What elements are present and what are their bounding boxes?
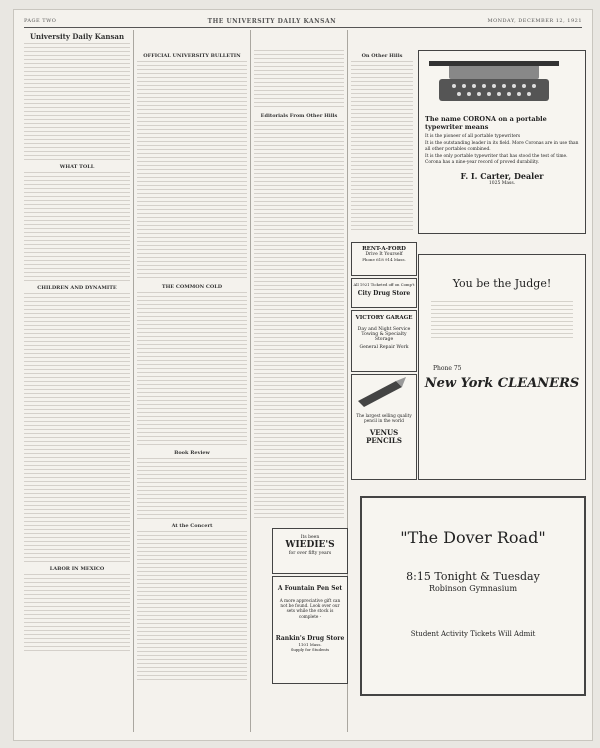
article-col3-top <box>254 50 344 110</box>
ad-victory-garage <box>351 310 417 372</box>
article-children-dynamite <box>24 293 130 563</box>
column-2 <box>137 50 247 732</box>
dover-place: Robinson Gymnasium <box>428 584 518 593</box>
cleaners-headline: You be the Judge! <box>452 277 552 290</box>
column-rule-2 <box>250 30 251 732</box>
article-concert <box>137 531 247 681</box>
headline-editorials: Editorials From Other Hills <box>260 113 338 119</box>
corona-intro: The name CORONA on a portable typewriter means <box>425 115 547 131</box>
venus-tagline: The largest selling quality pencil in the world <box>356 413 412 423</box>
article-what-toll <box>24 172 130 282</box>
venus-brand: VENUS PENCILS <box>366 428 402 445</box>
headline-official-bulletin: OFFICIAL UNIVERSITY BULLETIN <box>143 53 241 59</box>
headline-what-toll: WHAT TOLL <box>59 164 95 170</box>
column-1 <box>24 30 130 732</box>
corona-point-1: It is the pioneer of all portable typewriters <box>425 134 521 139</box>
dover-note: Student Activity Tickets Will Admit <box>410 630 536 638</box>
article-editorials <box>254 121 344 521</box>
ad-new-york-cleaners <box>418 254 586 480</box>
drug-small: All 1921 Ticketed off on Comp't <box>353 282 415 287</box>
wiedie-line-2: for over fifty years <box>288 551 332 556</box>
cleaners-phone: Phone 75 <box>433 365 462 372</box>
corona-point-2: It is the outstanding leader in its field. More Coronas are in use than all other portables combined. <box>425 141 579 152</box>
ad-venus-pencils <box>351 374 417 480</box>
cleaners-body-text <box>431 301 573 341</box>
wiedie-name: WIEDIE'S <box>285 540 335 550</box>
dover-time: 8:15 Tonight & Tuesday <box>406 570 540 583</box>
headline-book-review: Book Review <box>174 450 210 456</box>
pen-body: A more appreciative gift can not be found. Look over our sets while the stock is complete - <box>279 598 341 619</box>
pen-tag: Supply for Students <box>290 646 330 652</box>
page-date: MONDAY, DECEMBER 12, 1921 <box>487 18 582 24</box>
headline-common-cold: THE COMMON COLD <box>161 284 223 290</box>
article-book-review <box>137 458 247 520</box>
victory-title: VICTORY GARAGE <box>355 315 413 321</box>
page-header <box>24 16 582 26</box>
headline-other-hills: On Other Hills <box>361 53 403 59</box>
cleaners-brand: New York CLEANERS <box>424 376 580 391</box>
drug-title: City Drug Store <box>357 290 411 297</box>
ad-fountain-pen <box>272 576 348 684</box>
headline-at-concert: At the Concert <box>171 523 213 529</box>
article-common-cold <box>137 292 247 447</box>
article-other-hills <box>351 61 413 231</box>
rent-line: Drive It Yourself <box>365 252 403 257</box>
pen-store: Rankin's Drug Store <box>275 634 345 642</box>
rent-phone: Phone 618 914 Mass. <box>362 257 406 262</box>
masthead-staff-list <box>24 43 130 161</box>
column-rule-1 <box>133 30 134 732</box>
corona-address: 1025 Mass. <box>488 181 516 187</box>
corona-dealer: F. I. Carter, Dealer <box>460 171 544 182</box>
rent-title: RENT-A-FORD <box>362 246 406 252</box>
dover-title: "The Dover Road" <box>400 528 546 547</box>
ad-city-drug-store <box>351 278 417 308</box>
paper-title: THE UNIVERSITY DAILY KANSAN <box>207 17 337 25</box>
ad-rent-a-ford <box>351 242 417 276</box>
ad-corona-typewriter <box>418 50 586 234</box>
article-bulletin <box>137 61 247 281</box>
page-number: PAGE TWO <box>24 18 57 24</box>
pencil-icon <box>352 375 416 409</box>
headline-children-dynamite: CHILDREN AND DYNAMITE <box>37 285 117 291</box>
typewriter-icon <box>419 51 585 111</box>
masthead: University Daily Kansan <box>29 32 125 41</box>
ad-dover-road <box>360 496 586 696</box>
ad-wiedies <box>272 528 348 574</box>
corona-point-3: It is the only portable typewriter that has stood the test of time. Corona has a nine-year record of proved durability. <box>425 154 568 165</box>
victory-line-1: Day and Night Service <box>357 327 411 332</box>
headline-labor-mexico: LABOR IN MEXICO <box>49 566 105 572</box>
victory-line-2: Towing & Specialty Storage <box>361 332 407 342</box>
victory-line-3: General Repair Work <box>359 345 409 350</box>
article-labor-mexico <box>24 574 130 654</box>
pen-address: 1101 Mass. <box>298 641 322 647</box>
header-rule <box>24 27 582 28</box>
wiedie-line-1: Its been <box>300 535 320 540</box>
newspaper-page <box>14 10 592 740</box>
pen-title: A Fountain Pen Set <box>277 585 343 592</box>
